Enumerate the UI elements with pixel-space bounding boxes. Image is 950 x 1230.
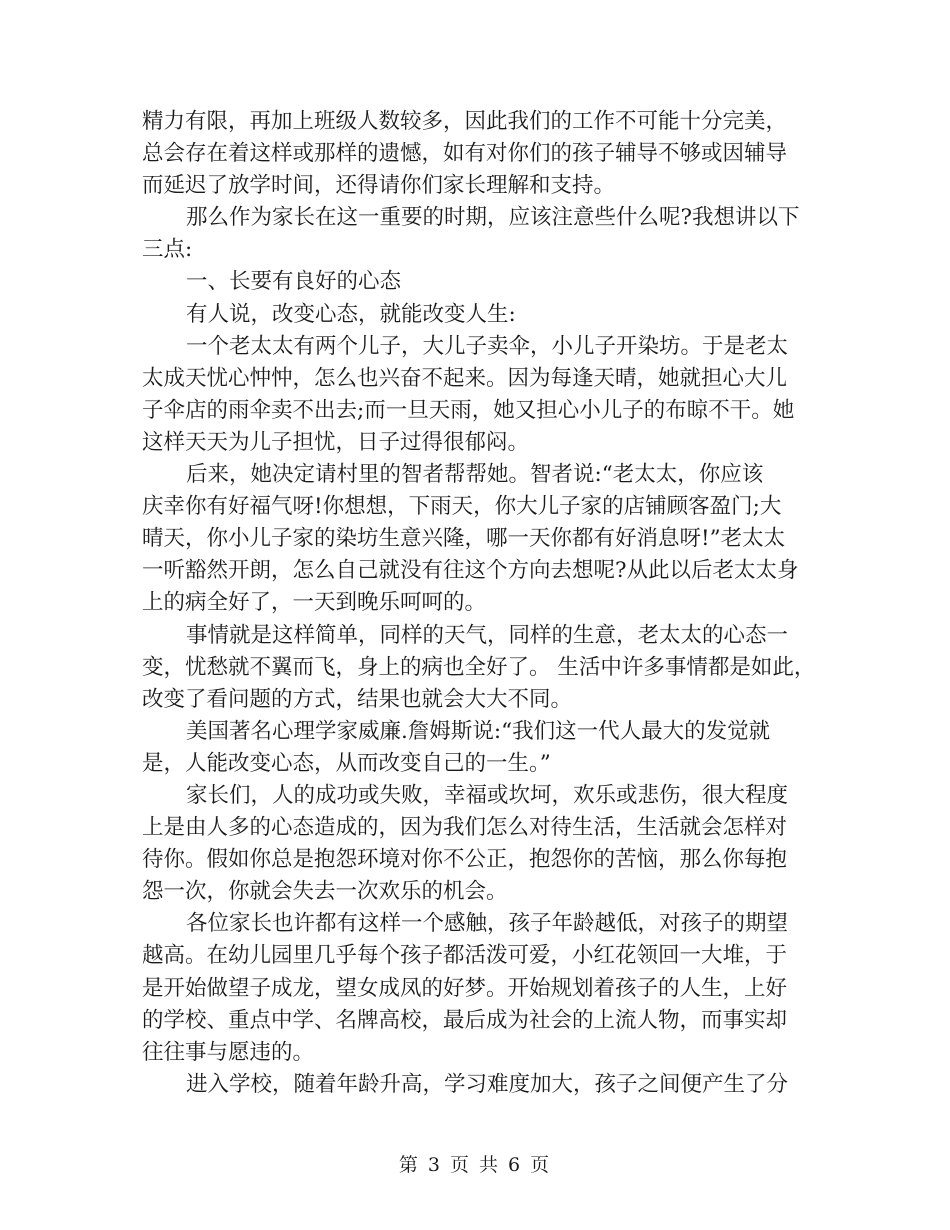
text-line: 美国著名心理学家威廉.詹姆斯说:“我们这一代人最大的发觉就 [186, 718, 771, 744]
text-line: 进入学校，随着年龄升高，学习难度加大，孩子之间便产生了分 [186, 1071, 789, 1097]
text-line: 上是由人多的心态造成的，因为我们怎么对待生活，生活就会怎样对 [142, 815, 788, 841]
text-line: 三点: [142, 237, 193, 263]
text-line: 是开始做望子成龙，望女成凤的好梦。开始规划着孩子的人生，上好 [142, 975, 788, 1001]
text-line: 一个老太太有两个儿子，大儿子卖伞，小儿子开染坊。于是老太 [186, 333, 789, 359]
text-line: 是，人能改变心态，从而改变自己的一生。” [142, 750, 551, 776]
text-line: 的学校、重点中学、名牌高校，最后成为社会的上流人物，而事实却 [142, 1007, 788, 1033]
text-line: 一听豁然开朗，怎么自己就没有往这个方向去想呢?从此以后老太太身 [142, 558, 799, 584]
text-line: 上的病全好了，一天到晚乐呵呵的。 [142, 590, 487, 616]
text-line: 越高。在幼儿园里几乎每个孩子都活泼可爱，小红花领回一大堆，于 [142, 943, 788, 969]
document-body [142, 106, 822, 1101]
text-line: 待你。假如你总是抱怨环境对你不公正，抱怨你的苦恼，那么你每抱 [142, 847, 788, 873]
text-line: 后来，她决定请村里的智者帮帮她。智者说:“老太太，你应该 [186, 462, 764, 488]
text-line: 那么作为家长在这一重要的时期，应该注意些什么呢?我想讲以下 [186, 205, 800, 231]
text-line: 怨一次，你就会失去一次欢乐的机会。 [142, 879, 508, 905]
text-line: 而延迟了放学时间，还得请你们家长理解和支持。 [142, 173, 616, 199]
text-line: 一、长要有良好的心态 [186, 269, 402, 295]
text-line: 庆幸你有好福气呀!你想想，下雨天，你大儿子家的店铺顾客盈门;大 [142, 494, 782, 520]
text-line: 事情就是这样简单，同样的天气，同样的生意，老太太的心态一 [186, 622, 789, 648]
text-line: 有人说，改变心态，就能改变人生: [186, 301, 516, 327]
page-footer: 第 3 页 共 6 页 [398, 1154, 552, 1176]
text-line: 子伞店的雨伞卖不出去;而一旦天雨，她又担心小儿子的布晾不干。她 [142, 397, 795, 423]
text-line: 改变了看问题的方式，结果也就会大大不同。 [142, 686, 573, 712]
text-line: 晴天，你小儿子家的染坊生意兴隆，哪一天你都有好消息呀!”老太太 [142, 526, 786, 552]
text-line: 太成天忧心忡忡，怎么也兴奋不起来。因为每逢天晴，她就担心大儿 [142, 365, 788, 391]
text-line: 往往事与愿违的。 [142, 1039, 315, 1065]
text-line: 精力有限，再加上班级人数较多，因此我们的工作不可能十分完美， [142, 109, 788, 134]
text-line: 总会存在着这样或那样的遗憾，如有对你们的孩子辅导不够或因辅导 [142, 141, 788, 167]
text-line: 家长们，人的成功或失败，幸福或坎坷，欢乐或悲伤，很大程度 [186, 782, 789, 808]
text-line: 这样天天为儿子担忧，日子过得很郁闷。 [142, 429, 530, 455]
text-line: 各位家长也许都有这样一个感触，孩子年龄越低，对孩子的期望 [186, 911, 789, 937]
text-line: 变，忧愁就不翼而飞，身上的病也全好了。 生活中许多事情都是如此， [142, 654, 816, 680]
